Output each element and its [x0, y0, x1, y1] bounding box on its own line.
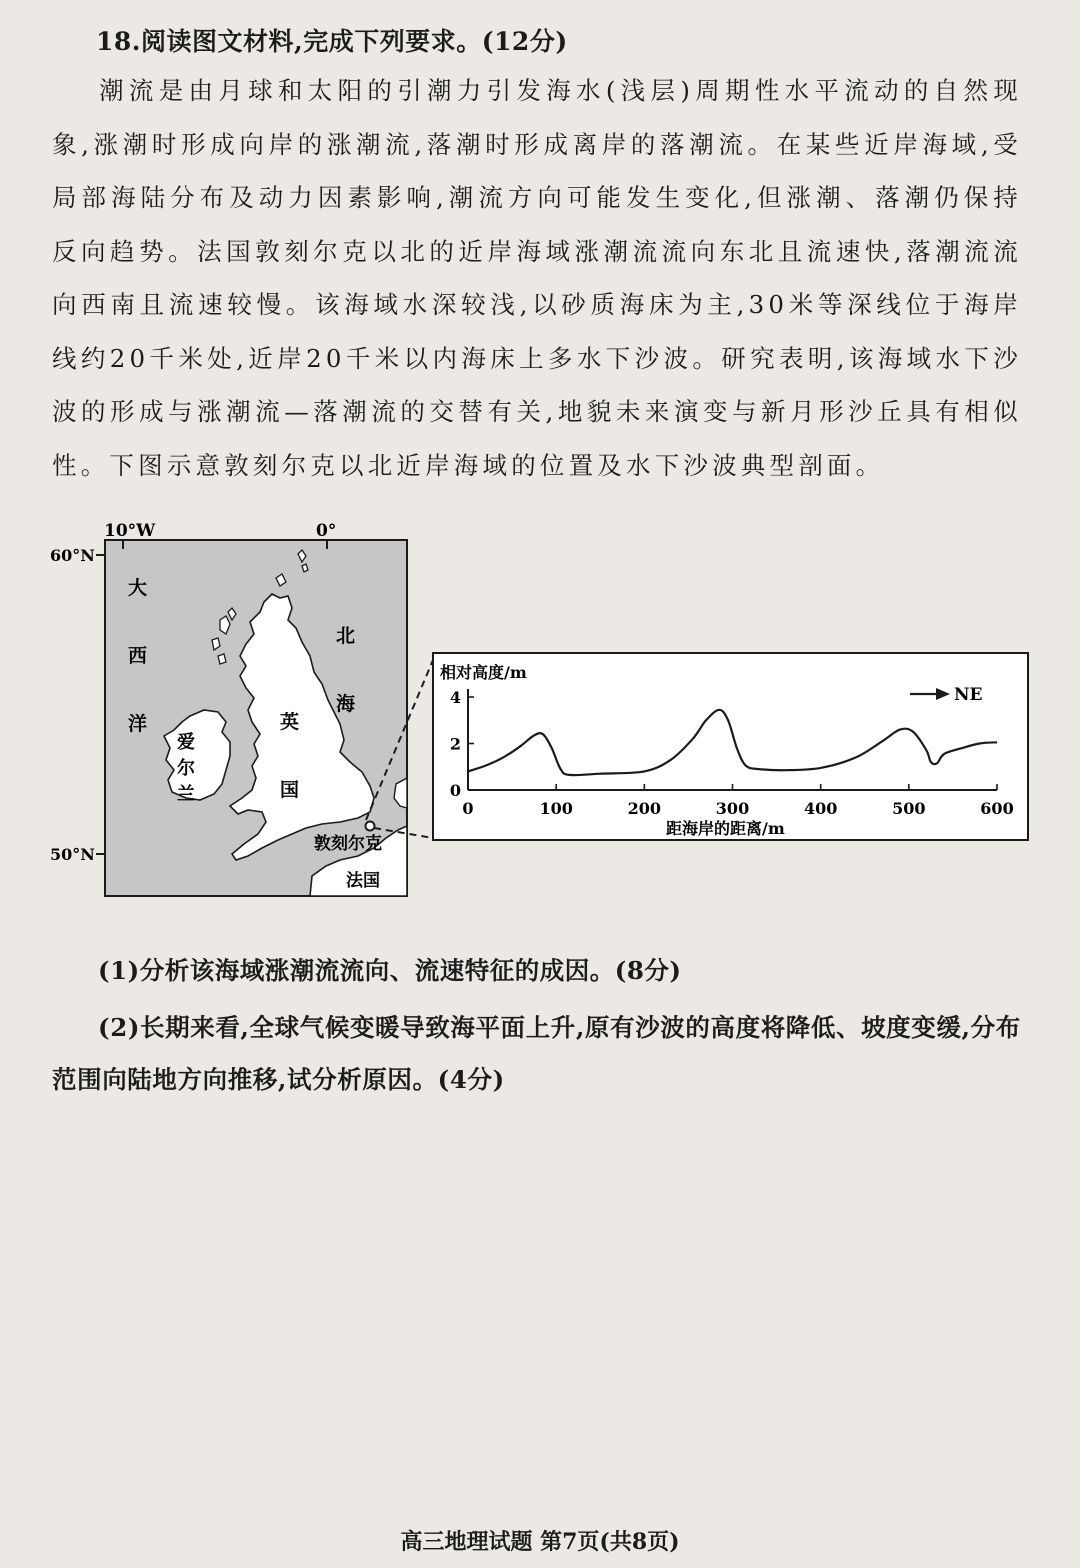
- figure: [40, 516, 1040, 916]
- page-footer: 高三地理试题 第7页(共8页): [400, 1529, 680, 1555]
- atlantic-label-3: 洋: [128, 713, 148, 735]
- ireland-label-3: 兰: [177, 784, 195, 805]
- x-tick-label: 500: [892, 799, 926, 818]
- location-map: [50, 521, 407, 896]
- x-tick-label: 200: [627, 799, 662, 818]
- north-sea-label-2: 海: [336, 693, 356, 715]
- profile-chart: [433, 653, 1028, 840]
- chart-ylabel: 相对高度/m: [440, 663, 527, 682]
- britain-label-1: 英: [280, 711, 300, 733]
- atlantic-label-2: 西: [128, 645, 148, 667]
- dunkirk-label: 敦刻尔克: [314, 834, 382, 854]
- ireland-label-2: 尔: [177, 758, 195, 779]
- dunkirk-marker: [366, 822, 375, 831]
- x-tick-label: 100: [539, 799, 573, 818]
- x-tick-label: 600: [980, 799, 1014, 818]
- lat-label-50n: 50°N: [50, 845, 95, 864]
- lon-label-10w: 10°W: [104, 521, 156, 541]
- sub-question-2: (2)长期来看,全球气候变暖导致海平面上升,原有沙波的高度将降低、坡度变缓,分布范围向陆地方向推移,试分析原因。(4分): [52, 1013, 1021, 1094]
- material-paragraph: [52, 64, 1022, 492]
- sub-question-2-container: [52, 1002, 1027, 1106]
- x-tick-label: 300: [715, 799, 750, 818]
- y-tick-label: 2: [449, 734, 461, 754]
- material-text: 潮流是由月球和太阳的引潮力引发海水(浅层)周期性水平流动的自然现象,涨潮时形成向岸的涨潮流,落潮时形成离岸的落潮流。在某些近岸海域,受局部海陆分布及动力因素影响,潮流方向可能发生变化,但涨潮、落潮仍保持反向趋势。法国敦刻尔克以北的近岸海域涨潮流流向东北且流速快,落潮流流向西南且流速较慢。该海域水深较浅,以砂质海床为主,30米等深线位于海岸线约20千米处,近岸20千米以内海床上多水下沙波。研究表明,该海域水下沙波的形成与涨潮流—落潮流的交替有关,地貌未来演变与新月形沙丘具有相似性。下图示意敦刻尔克以北近岸海域的位置及水下沙波典型剖面。: [52, 76, 1022, 480]
- ireland-label-1: 爱: [177, 732, 195, 753]
- britain-label-2: 国: [280, 779, 300, 801]
- lat-label-60n: 60°N: [50, 546, 95, 565]
- x-tick-label: 0: [462, 799, 474, 818]
- y-tick-label: 0: [449, 781, 461, 800]
- y-tick-label: 4: [449, 688, 461, 707]
- lon-label-0: 0°: [316, 521, 337, 541]
- direction-label: NE: [954, 685, 983, 705]
- atlantic-label-1: 大: [128, 577, 148, 599]
- x-tick-label: 400: [803, 799, 838, 818]
- france-label: 法国: [346, 871, 380, 891]
- chart-xlabel: 距海岸的距离/m: [666, 819, 785, 838]
- sub-question-1: (1)分析该海域涨潮流流向、流速特征的成因。(8分): [98, 956, 682, 985]
- north-sea-label-1: 北: [336, 625, 356, 647]
- question-title: 18.阅读图文材料,完成下列要求。(12分): [96, 27, 568, 56]
